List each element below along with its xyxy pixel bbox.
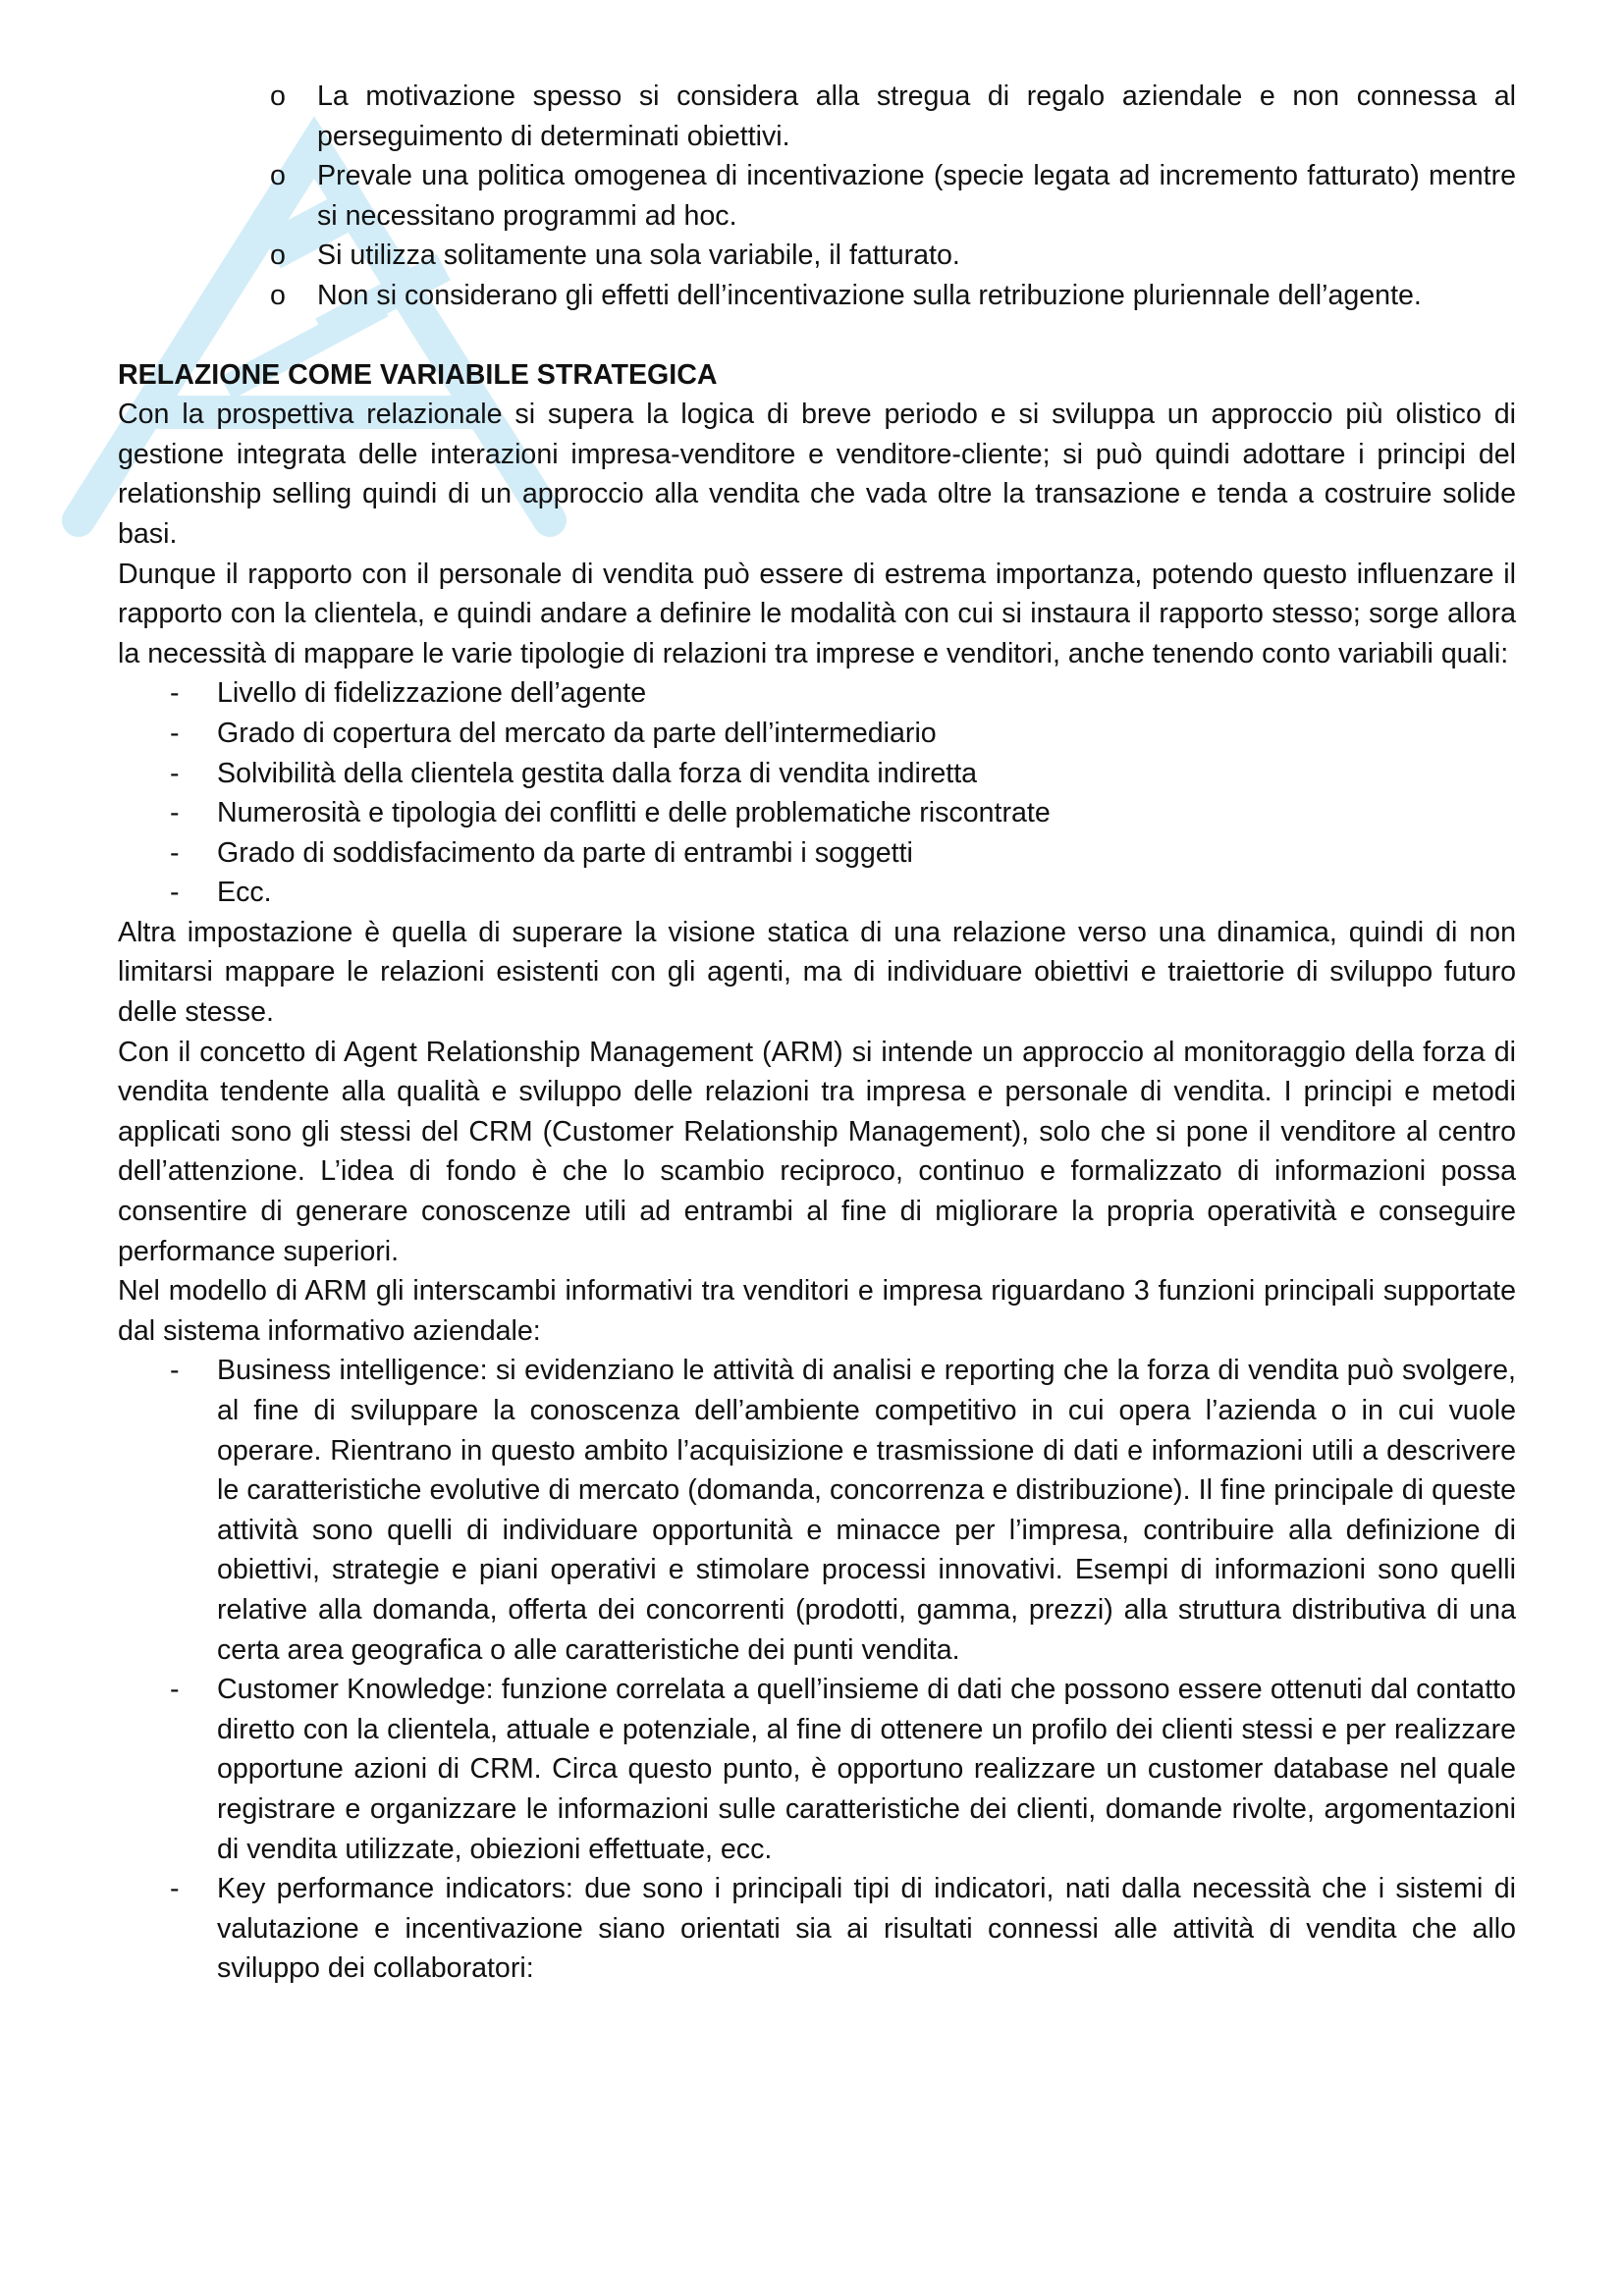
paragraph: Con la prospettiva relazionale si supera la logica di breve periodo e si sviluppa un approccio più olistico di gestione integrata delle interazioni impresa-venditore e venditore-cliente; si può quindi adottare i principi del relationship selling quindi di un approccio alla vendita che vada oltre la transazione e tenda a costruire solide basi. [118, 399, 1516, 550]
paragraph: Dunque il rapporto con il personale di vendita può essere di estrema importanza, potendo questo influenzare il rapporto con la clientela, e quindi andare a definire le modalità con cui si instaura il rapporto stesso; sorge allora la necessità di mappare le varie tipologie di relazioni tra imprese e venditori, anche tenendo conto variabili quali: [118, 558, 1516, 669]
arm-functions-list [118, 1351, 1516, 1989]
list-item: - Livello di fidelizzazione dell’agente [217, 673, 1516, 714]
list-item: o Non si considerano gli effetti dell’incentivazione sulla retribuzione pluriennale dell’agente. [317, 276, 1516, 316]
list-item: - Grado di copertura del mercato da parte dell’intermediario [217, 714, 1516, 754]
list-item: - Numerosità e tipologia dei conflitti e delle problematiche riscontrate [217, 793, 1516, 833]
list-item: o Si utilizza solitamente una sola variabile, il fatturato. [317, 236, 1516, 276]
section-heading: RELAZIONE COME VARIABILE STRATEGICA [118, 358, 718, 391]
relationship-variables-list [118, 673, 1516, 913]
list-item: - Grado di soddisfacimento da parte di entrambi i soggetti [217, 833, 1516, 874]
document-page [118, 77, 1516, 1989]
list-item: - Customer Knowledge: funzione correlata a quell’insieme di dati che possono essere ottenuti dal contatto diretto con la clientela, attuale e potenziale, al fine di ottenere un profilo dei clienti stessi e per realizzare opportune azioni di CRM. Circa questo punto, è opportuno realizzare un customer database nel quale registrare e organizzare le informazioni sulle caratteristiche dei clienti, domande rivolte, argomentazioni di vendita utilizzate, obiezioni effettuate, ecc. [217, 1670, 1516, 1869]
list-item: o La motivazione spesso si considera alla stregua di regalo aziendale e non connessa al perseguimento di determinati obiettivi. [317, 77, 1516, 156]
list-item: - Solvibilità della clientela gestita dalla forza di vendita indiretta [217, 754, 1516, 794]
list-item: - Key performance indicators: due sono i principali tipi di indicatori, nati dalla necessità che i sistemi di valutazione e incentivazione siano orientati sia ai risultati connessi alle attività di vendita che allo sviluppo dei collaboratori: [217, 1869, 1516, 1989]
list-item: - Business intelligence: si evidenziano le attività di analisi e reporting che la forza di vendita può svolgere, al fine di sviluppare la conoscenza dell’ambiente competitivo in cui opera l’azienda o in cui vuole operare. Rientrano in questo ambito l’acquisizione e trasmissione di dati e informazioni utili a descrivere le caratteristiche evolutive di mercato (domanda, concorrenza e distribuzione). Il fine principale di queste attività sono quelli di individuare opportunità e minacce per l’impresa, contribuire alla definizione di obiettivi, strategie e piani operativi e stimolare processi innovativi. Esempi di informazioni sono quelli relative alla domanda, offerta dei concorrenti (prodotti, gamma, prezzi) alla struttura distributiva di una certa area geografica o alle caratteristiche dei punti vendita. [217, 1351, 1516, 1670]
paragraph: Altra impostazione è quella di superare la visione statica di una relazione verso una dinamica, quindi di non limitarsi mappare le relazioni esistenti con gli agenti, ma di individuare obiettivi e traiettorie di sviluppo futuro delle stesse. [118, 916, 1516, 1029]
list-item: - Ecc. [217, 873, 1516, 913]
incentive-issues-list [118, 77, 1516, 316]
list-item: o Prevale una politica omogenea di incentivazione (specie legata ad incremento fatturato) mentre si necessitano programmi ad hoc. [317, 156, 1516, 236]
paragraph: Nel modello di ARM gli interscambi informativi tra venditori e impresa riguardano 3 funzioni principali supportate dal sistema informativo aziendale: [118, 1275, 1516, 1347]
paragraph: Con il concetto di Agent Relationship Management (ARM) si intende un approccio al monitoraggio della forza di vendita tendente alla qualità e sviluppo delle relazioni tra impresa e personale di vendita. I principi e metodi applicati sono gli stessi del CRM (Customer Relationship Management), solo che si pone il venditore al centro dell’attenzione. L’idea di fondo è che lo scambio reciproco, continuo e formalizzato di informazioni possa consentire di generare conoscenze utili ad entrambi al fine di migliorare la propria operatività e conseguire performance superiori. [118, 1036, 1516, 1267]
